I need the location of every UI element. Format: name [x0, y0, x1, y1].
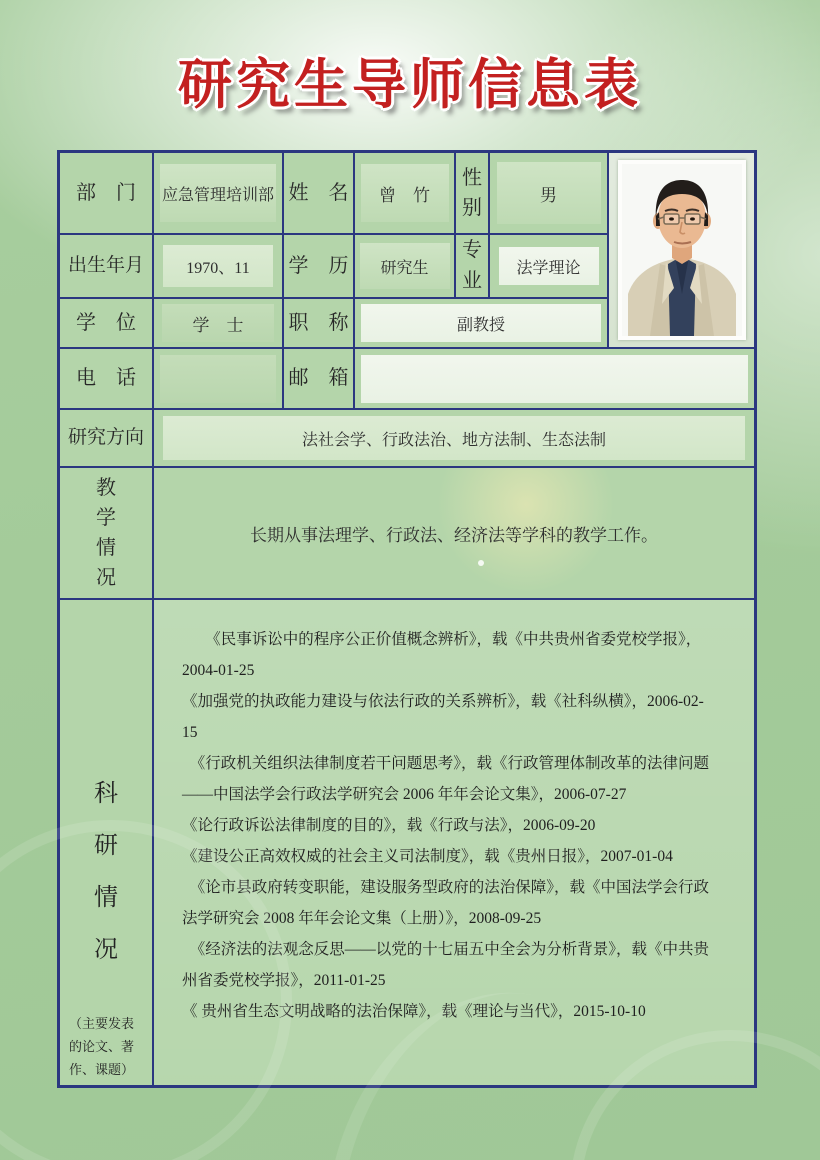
field-major-label-text: 专业 [462, 239, 482, 292]
research-publications [154, 600, 754, 1085]
field-research-label-text: 科研情况 [94, 781, 118, 963]
field-major-label [456, 235, 488, 297]
field-department-label [60, 153, 152, 233]
field-degree-label-text: 学 位 [76, 311, 136, 334]
field-degree-value [154, 299, 282, 347]
field-research-direction-value-text: 法社会学、行政法治、地方法制、生态法制 [163, 416, 745, 460]
field-phone-value [154, 349, 282, 408]
field-research-direction-label [60, 410, 152, 466]
publication-line: 《论行政诉讼法律制度的目的》，载《行政与法》，2006-09-20 [182, 817, 596, 834]
field-gender-value [490, 153, 607, 233]
field-email-value-text [361, 355, 748, 403]
publication-line: 《加强党的执政能力建设与依法行政的关系辨析》，载《社科纵横》，2006-02- [182, 693, 704, 710]
field-name-value [355, 153, 454, 233]
field-name-label-text: 姓 名 [288, 181, 349, 204]
field-education-value [355, 235, 454, 297]
field-department-value-text: 应急管理培训部 [160, 164, 276, 222]
publication-line: 《行政机关组织法律制度若干问题思考》，载《行政管理体制改革的法律问题 [182, 755, 710, 772]
field-job-title-label [284, 299, 353, 347]
field-birth-label [60, 235, 152, 297]
field-phone-label-text: 电 话 [76, 367, 136, 389]
field-teaching-label [60, 468, 152, 598]
field-job-title-value [355, 299, 607, 347]
publication-line: 《论市县政府转变职能，建设服务型政府的法治保障》，载《中国法学会行政 [182, 879, 710, 896]
field-email-value [355, 349, 754, 408]
field-research-direction-value [154, 410, 754, 466]
publication-line: 《经济法的法观念反思——以党的十七届五中全会为分析背景》，载《中共贵 [182, 941, 710, 958]
field-email-label [284, 349, 353, 408]
field-phone-value-text [160, 355, 276, 403]
publication-line: 州省委党校学报》，2011-01-25 [182, 972, 386, 989]
field-department-label-text: 部 门 [76, 181, 136, 204]
field-gender-label-text: 性别 [462, 167, 482, 219]
publication-line: 15 [182, 724, 198, 741]
field-teaching-value-text: 长期从事法理学、行政法、经济法等学科的教学工作。 [250, 525, 658, 545]
publication-line: 《建设公正高效权威的社会主义司法制度》，载《贵州日报》，2007-01-04 [182, 848, 673, 865]
field-birth-value [154, 235, 282, 297]
photo-cell [609, 153, 754, 347]
field-birth-value-text: 1970、11 [163, 245, 273, 287]
field-gender-value-text: 男 [497, 162, 601, 224]
publication-line: 《 贵州省生态文明战略的法治保障》，载《理论与当代》，2015-10-10 [182, 1003, 646, 1020]
field-major-value-text: 法学理论 [499, 247, 599, 285]
field-name-label [284, 153, 353, 233]
page-title: 研究生导师信息表 [178, 55, 642, 115]
field-education-label-text: 学 历 [288, 254, 349, 277]
field-major-value [490, 235, 607, 297]
field-degree-label [60, 299, 152, 347]
field-birth-label-text: 出生年月 [67, 255, 144, 277]
field-name-value-text: 曾 竹 [361, 164, 449, 222]
field-email-label-text: 邮 箱 [288, 367, 349, 389]
field-degree-value-text: 学 士 [162, 304, 274, 342]
field-education-label [284, 235, 353, 297]
field-department-value [154, 153, 282, 233]
photo-frame [618, 160, 746, 340]
field-job-title-value-text: 副教授 [361, 304, 601, 342]
field-gender-label [456, 153, 488, 233]
supervisor-photo [622, 164, 742, 336]
field-education-value-text: 研究生 [360, 243, 450, 289]
field-teaching-value [154, 468, 754, 598]
publication-line: 《民事诉讼中的程序公正价值概念辨析》，载《中共贵州省委党校学报》， [182, 631, 702, 648]
field-phone-label [60, 349, 152, 408]
research-note: （主要发表的论文、著作、课题） [69, 1016, 135, 1077]
field-research-label [60, 600, 152, 1085]
field-teaching-label-text: 教学情况 [96, 477, 116, 589]
publication-line: ——中国法学会行政法学研究会 2006 年年会论文集》，2006-07-27 [182, 786, 627, 803]
info-table [57, 150, 757, 1088]
publication-line: 2004-01-25 [182, 662, 255, 679]
publication-line: 法学研究会 2008 年年会论文集（上册）》，2008-09-25 [182, 910, 542, 927]
field-research-direction-label-text: 研究方向 [67, 427, 144, 449]
field-job-title-label-text: 职 称 [288, 311, 349, 334]
